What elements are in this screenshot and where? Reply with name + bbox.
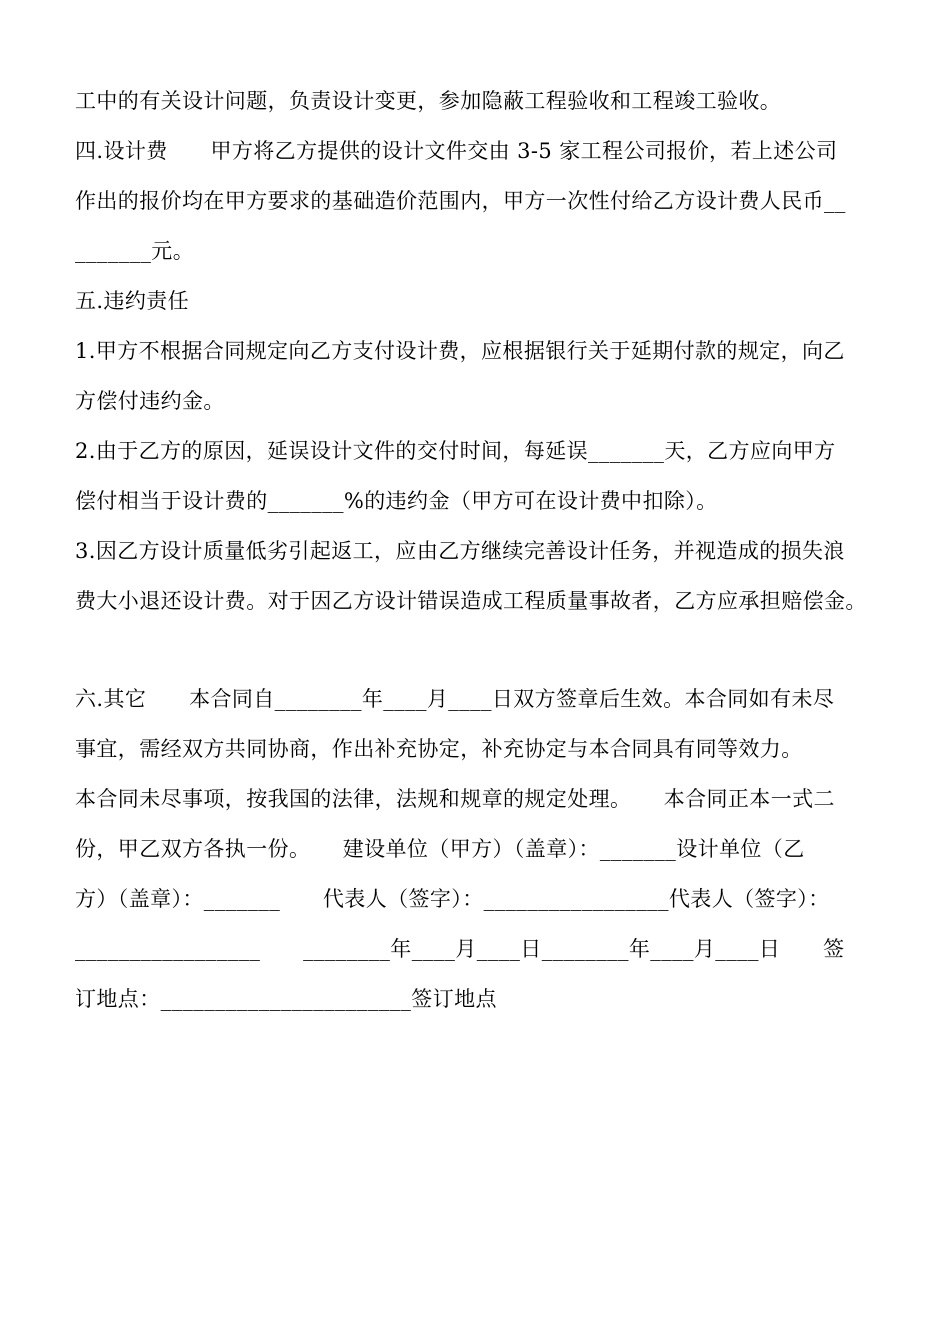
section-design-fee-line: 四.设计费 甲方将乙方提供的设计文件交由 3-5 家工程公司报价，若上述公司 xyxy=(75,139,838,163)
contract-text-line: 工中的有关设计问题，负责设计变更，参加隐蔽工程验收和工程竣工验收。 xyxy=(75,89,782,113)
contract-text-line: 作出的报价均在甲方要求的基础造价范围内，甲方一次性付给乙方设计费人民币__ xyxy=(75,189,846,213)
section-other-line: 六.其它 本合同自________年____月____日双方签章后生效。本合同如有未尽 xyxy=(75,687,835,711)
contract-text-line: 本合同未尽事项，按我国的法律，法规和规章的规定处理。 本合同正本一式二 xyxy=(75,787,835,811)
liability-clause-2: 2.由于乙方的原因，延误设计文件的交付时间，每延误_______天，乙方应向甲方 xyxy=(75,439,836,463)
signature-block-line: 份，甲乙双方各执一份。 建设单位（甲方）（盖章）：_______设计单位（乙 xyxy=(75,837,805,861)
liability-clause-1: 1.甲方不根据合同规定向乙方支付设计费，应根据银行关于延期付款的规定，向乙 xyxy=(75,339,845,363)
signature-date-line: _________________ ________年____月____日________年____月____日 签 xyxy=(75,937,845,961)
signing-location-line: 订地点：_______________________签订地点 xyxy=(75,987,497,1011)
contract-text-line: 方偿付违约金。 xyxy=(75,389,225,413)
contract-text-line: 事宜，需经双方共同协商，作出补充协定，补充协定与本合同具有同等效力。 xyxy=(75,737,803,761)
contract-text-line: 偿付相当于设计费的_______%的违约金（甲方可在设计费中扣除）。 xyxy=(75,489,718,513)
contract-text-line: 费大小退还设计费。对于因乙方设计错误造成工程质量事故者，乙方应承担赔偿金。 xyxy=(75,589,867,613)
contract-text-line: _______元。 xyxy=(75,239,195,263)
section-liability-heading: 五.违约责任 xyxy=(75,289,190,313)
liability-clause-3: 3.因乙方设计质量低劣引起返工，应由乙方继续完善设计任务，并视造成的损失浪 xyxy=(75,539,845,563)
signature-block-line: 方）（盖章）：_______ 代表人（签字）：_________________代表人（签字）： xyxy=(75,887,830,911)
